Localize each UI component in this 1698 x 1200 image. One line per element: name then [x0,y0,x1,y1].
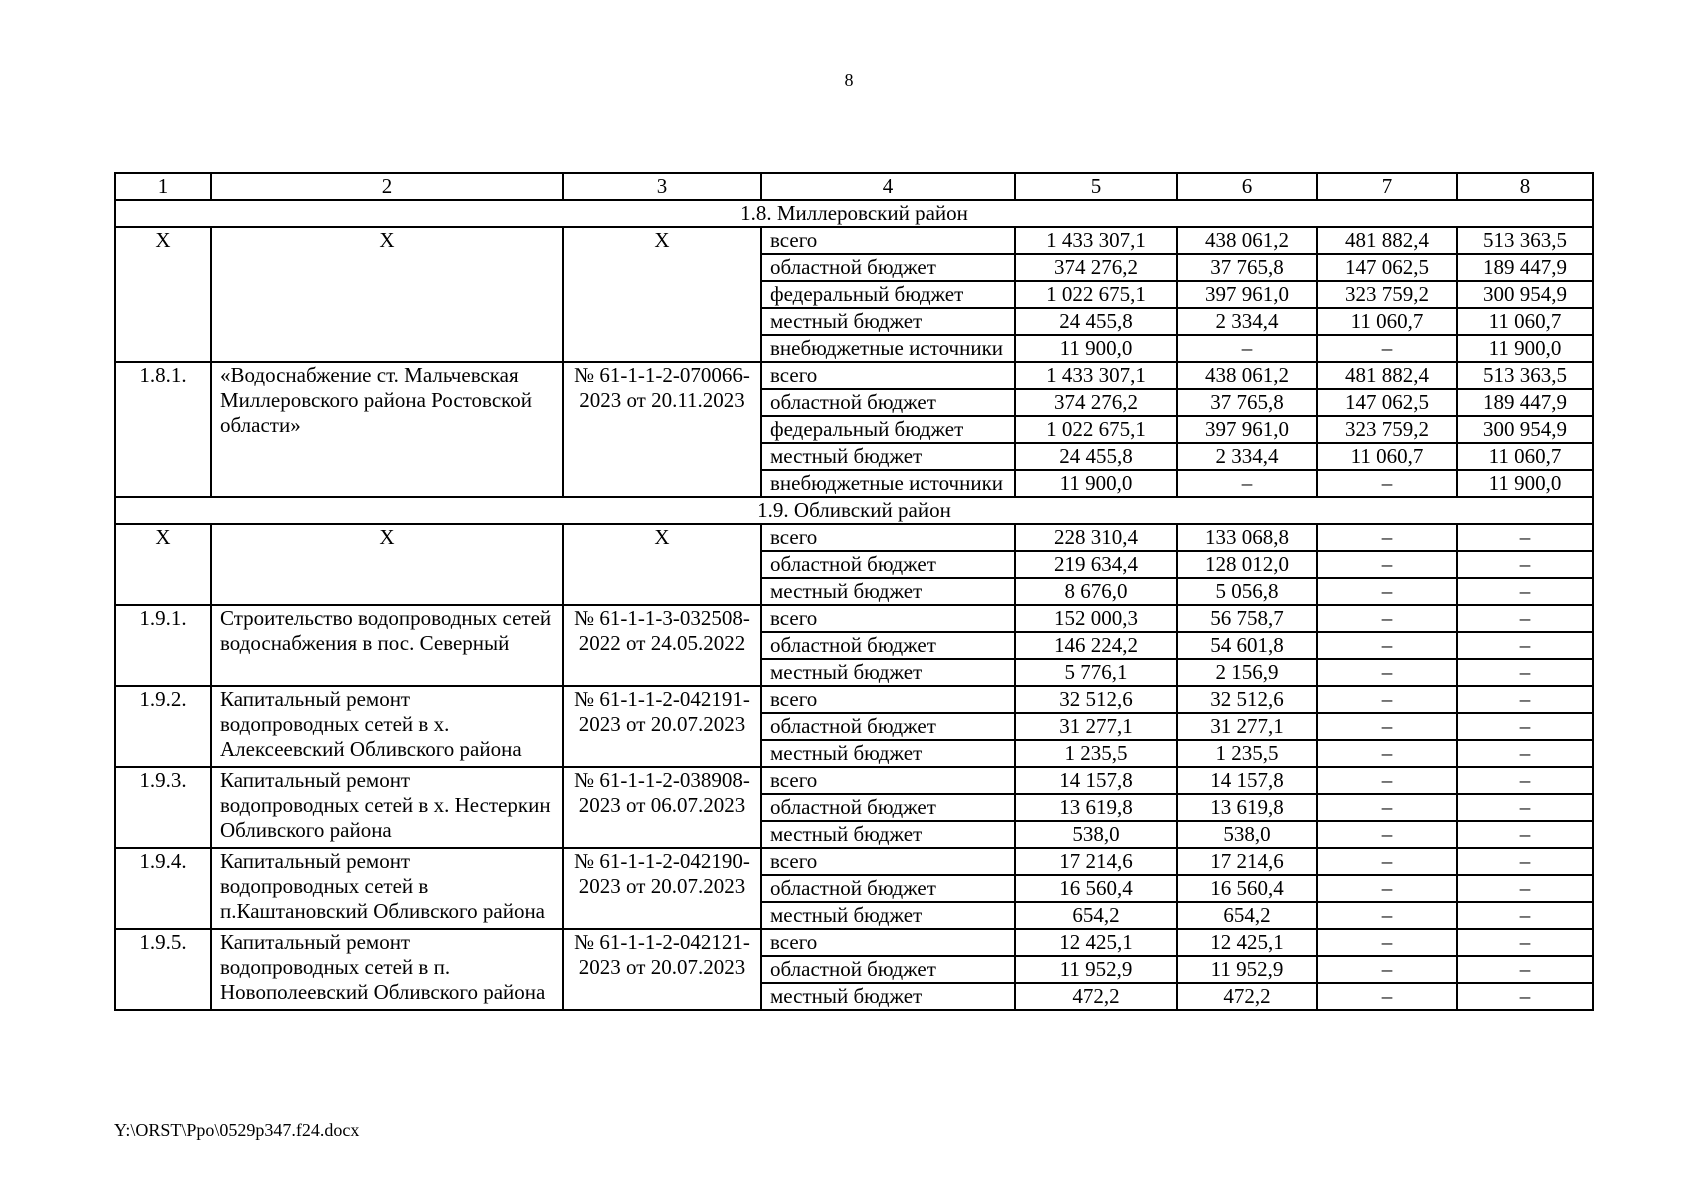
amount-cell: – [1457,686,1593,713]
amount-cell: 147 062,5 [1317,254,1457,281]
amount-cell: 11 900,0 [1015,335,1177,362]
amount-cell: 397 961,0 [1177,416,1317,443]
amount-cell: – [1457,524,1593,551]
amount-cell: 146 224,2 [1015,632,1177,659]
section-title: 1.9. Обливский район [115,497,1593,524]
column-number-cell: 1 [115,173,211,200]
column-number-cell: 6 [1177,173,1317,200]
table-row [115,362,1593,389]
amount-cell: 300 954,9 [1457,281,1593,308]
amount-cell: – [1317,956,1457,983]
amount-cell: 1 235,5 [1015,740,1177,767]
amount-cell: 1 433 307,1 [1015,362,1177,389]
amount-cell: 13 619,8 [1015,794,1177,821]
amount-cell: 397 961,0 [1177,281,1317,308]
column-number-cell: 4 [761,173,1015,200]
amount-cell: – [1317,578,1457,605]
amount-cell: 16 560,4 [1177,875,1317,902]
amount-cell: – [1317,875,1457,902]
item-number-cell: Х [115,227,211,362]
amount-cell: 323 759,2 [1317,281,1457,308]
amount-cell: – [1317,767,1457,794]
funding-source-cell: местный бюджет [761,308,1015,335]
amount-cell: 472,2 [1177,983,1317,1010]
amount-cell: – [1457,929,1593,956]
amount-cell: 133 068,8 [1177,524,1317,551]
object-name-cell: Х [211,524,563,605]
table-row [115,848,1593,875]
amount-cell: 14 157,8 [1015,767,1177,794]
amount-cell: 31 277,1 [1015,713,1177,740]
amount-cell: 654,2 [1015,902,1177,929]
amount-cell: – [1317,848,1457,875]
column-number-cell: 7 [1317,173,1457,200]
column-number-cell: 8 [1457,173,1593,200]
item-number-cell: Х [115,524,211,605]
amount-cell: – [1457,767,1593,794]
amount-cell: 1 433 307,1 [1015,227,1177,254]
object-name-cell: Х [211,227,563,362]
amount-cell: – [1317,821,1457,848]
object-name-cell: «Водоснабжение ст. Мальчевская Миллеровского района Ростовской области» [211,362,563,497]
amount-cell: 11 900,0 [1457,335,1593,362]
document-number-cell: № 61-1-1-3-032508-2022 от 24.05.2022 [563,605,761,686]
amount-cell: – [1457,713,1593,740]
amount-cell: – [1457,605,1593,632]
amount-cell: 219 634,4 [1015,551,1177,578]
amount-cell: – [1317,524,1457,551]
object-name-cell: Капитальный ремонт водопроводных сетей в х. Нестеркин Обливского района [211,767,563,848]
table-row [115,227,1593,254]
amount-cell: – [1457,848,1593,875]
funding-source-cell: областной бюджет [761,551,1015,578]
funding-source-cell: всего [761,767,1015,794]
funding-source-cell: областной бюджет [761,254,1015,281]
amount-cell: 11 900,0 [1015,470,1177,497]
amount-cell: 2 156,9 [1177,659,1317,686]
amount-cell: – [1457,983,1593,1010]
amount-cell: 1 022 675,1 [1015,281,1177,308]
column-number-row [115,173,1593,200]
amount-cell: 323 759,2 [1317,416,1457,443]
funding-source-cell: областной бюджет [761,956,1015,983]
amount-cell: 24 455,8 [1015,308,1177,335]
amount-cell: – [1457,659,1593,686]
amount-cell: 11 952,9 [1015,956,1177,983]
amount-cell: 37 765,8 [1177,389,1317,416]
document-number-cell: № 61-1-1-2-042121-2023 от 20.07.2023 [563,929,761,1010]
amount-cell: – [1457,632,1593,659]
column-number-cell: 3 [563,173,761,200]
amount-cell: – [1457,821,1593,848]
amount-cell: 481 882,4 [1317,362,1457,389]
amount-cell: – [1457,740,1593,767]
funding-source-cell: всего [761,227,1015,254]
amount-cell: – [1457,794,1593,821]
item-number-cell: 1.9.2. [115,686,211,767]
funding-source-cell: местный бюджет [761,821,1015,848]
funding-source-cell: местный бюджет [761,659,1015,686]
object-name-cell: Капитальный ремонт водопроводных сетей в х. Алексеевский Обливского района [211,686,563,767]
amount-cell: – [1317,632,1457,659]
funding-source-cell: федеральный бюджет [761,281,1015,308]
funding-source-cell: внебюджетные источники [761,335,1015,362]
amount-cell: 513 363,5 [1457,227,1593,254]
amount-cell: 152 000,3 [1015,605,1177,632]
amount-cell: – [1457,902,1593,929]
amount-cell: 11 060,7 [1457,443,1593,470]
amount-cell: – [1317,740,1457,767]
amount-cell: 538,0 [1015,821,1177,848]
amount-cell: – [1317,713,1457,740]
amount-cell: 147 062,5 [1317,389,1457,416]
amount-cell: 438 061,2 [1177,227,1317,254]
document-number-cell: Х [563,524,761,605]
table-row [115,524,1593,551]
amount-cell: 11 060,7 [1317,308,1457,335]
object-name-cell: Строительство водопроводных сетей водоснабжения в пос. Северный [211,605,563,686]
amount-cell: 8 676,0 [1015,578,1177,605]
amount-cell: 13 619,8 [1177,794,1317,821]
amount-cell: 374 276,2 [1015,389,1177,416]
document-number-cell: № 61-1-1-2-070066-2023 от 20.11.2023 [563,362,761,497]
funding-source-cell: областной бюджет [761,794,1015,821]
funding-source-cell: всего [761,362,1015,389]
funding-source-cell: всего [761,686,1015,713]
funding-source-cell: местный бюджет [761,578,1015,605]
amount-cell: – [1317,470,1457,497]
amount-cell: 12 425,1 [1177,929,1317,956]
amount-cell: 11 900,0 [1457,470,1593,497]
item-number-cell: 1.9.1. [115,605,211,686]
amount-cell: 31 277,1 [1177,713,1317,740]
funding-source-cell: областной бюджет [761,875,1015,902]
funding-source-cell: всего [761,848,1015,875]
amount-cell: – [1317,659,1457,686]
item-number-cell: 1.9.4. [115,848,211,929]
document-number-cell: № 61-1-1-2-038908-2023 от 06.07.2023 [563,767,761,848]
amount-cell: – [1457,875,1593,902]
amount-cell: 300 954,9 [1457,416,1593,443]
amount-cell: – [1317,794,1457,821]
amount-cell: 5 056,8 [1177,578,1317,605]
funding-source-cell: областной бюджет [761,389,1015,416]
amount-cell: – [1457,551,1593,578]
funding-source-cell: местный бюджет [761,902,1015,929]
section-title: 1.8. Миллеровский район [115,200,1593,227]
item-number-cell: 1.9.3. [115,767,211,848]
amount-cell: 189 447,9 [1457,389,1593,416]
document-number-cell: № 61-1-1-2-042190-2023 от 20.07.2023 [563,848,761,929]
funding-source-cell: областной бюджет [761,632,1015,659]
amount-cell: 481 882,4 [1317,227,1457,254]
section-header-row [115,200,1593,227]
amount-cell: 438 061,2 [1177,362,1317,389]
amount-cell: 1 235,5 [1177,740,1317,767]
amount-cell: – [1317,902,1457,929]
document-number-cell: Х [563,227,761,362]
funding-source-cell: всего [761,929,1015,956]
amount-cell: 17 214,6 [1177,848,1317,875]
funding-source-cell: местный бюджет [761,983,1015,1010]
amount-cell: 189 447,9 [1457,254,1593,281]
amount-cell: 11 060,7 [1457,308,1593,335]
table-row [115,767,1593,794]
funding-source-cell: всего [761,605,1015,632]
table-row [115,605,1593,632]
amount-cell: 472,2 [1015,983,1177,1010]
amount-cell: 654,2 [1177,902,1317,929]
section-header-row [115,497,1593,524]
amount-cell: 17 214,6 [1015,848,1177,875]
amount-cell: – [1317,686,1457,713]
item-number-cell: 1.8.1. [115,362,211,497]
amount-cell: 2 334,4 [1177,308,1317,335]
amount-cell: 32 512,6 [1015,686,1177,713]
amount-cell: 513 363,5 [1457,362,1593,389]
amount-cell: 54 601,8 [1177,632,1317,659]
column-number-cell: 5 [1015,173,1177,200]
amount-cell: 1 022 675,1 [1015,416,1177,443]
page-number: 8 [844,70,854,90]
amount-cell: 11 952,9 [1177,956,1317,983]
amount-cell: 5 776,1 [1015,659,1177,686]
amount-cell: – [1177,470,1317,497]
amount-cell: 37 765,8 [1177,254,1317,281]
file-path-footer: Y:\ORST\Ppo\0529p347.f24.docx [114,1120,360,1140]
item-number-cell: 1.9.5. [115,929,211,1010]
amount-cell: 538,0 [1177,821,1317,848]
amount-cell: 14 157,8 [1177,767,1317,794]
funding-source-cell: всего [761,524,1015,551]
amount-cell: 24 455,8 [1015,443,1177,470]
amount-cell: 128 012,0 [1177,551,1317,578]
funding-source-cell: местный бюджет [761,740,1015,767]
amount-cell: 2 334,4 [1177,443,1317,470]
funding-table [114,172,1594,1011]
document-number-cell: № 61-1-1-2-042191-2023 от 20.07.2023 [563,686,761,767]
amount-cell: 11 060,7 [1317,443,1457,470]
amount-cell: – [1457,578,1593,605]
object-name-cell: Капитальный ремонт водопроводных сетей в п. Новополеевский Обливского района [211,929,563,1010]
amount-cell: – [1457,956,1593,983]
funding-source-cell: федеральный бюджет [761,416,1015,443]
amount-cell: – [1317,929,1457,956]
amount-cell: – [1177,335,1317,362]
amount-cell: 56 758,7 [1177,605,1317,632]
amount-cell: – [1317,335,1457,362]
funding-source-cell: местный бюджет [761,443,1015,470]
amount-cell: 16 560,4 [1015,875,1177,902]
column-number-cell: 2 [211,173,563,200]
amount-cell: 374 276,2 [1015,254,1177,281]
funding-source-cell: областной бюджет [761,713,1015,740]
funding-source-cell: внебюджетные источники [761,470,1015,497]
amount-cell: 32 512,6 [1177,686,1317,713]
amount-cell: – [1317,605,1457,632]
amount-cell: – [1317,983,1457,1010]
table-row [115,686,1593,713]
amount-cell: 12 425,1 [1015,929,1177,956]
object-name-cell: Капитальный ремонт водопроводных сетей в п.Каштановский Обливского района [211,848,563,929]
amount-cell: – [1317,551,1457,578]
amount-cell: 228 310,4 [1015,524,1177,551]
table-row [115,929,1593,956]
